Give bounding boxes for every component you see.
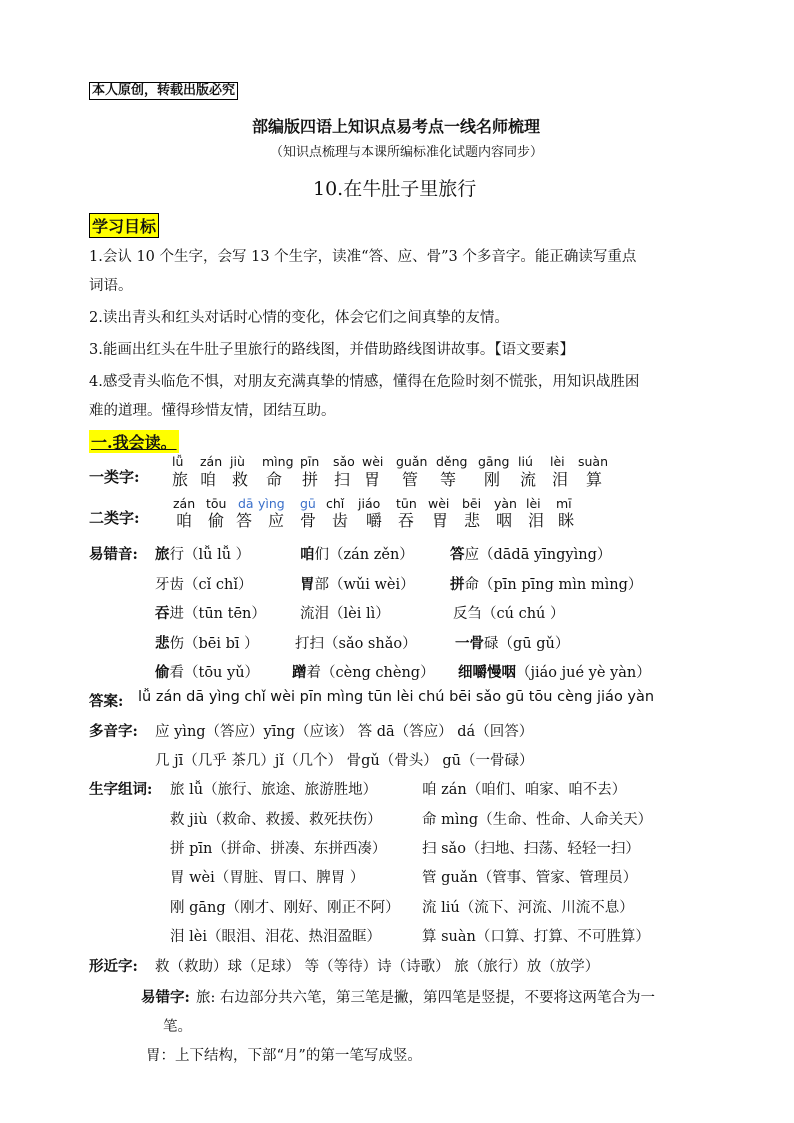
pinyin: mìng bbox=[262, 454, 294, 469]
word-group: 管 guǎn（管事、管家、管理员） bbox=[422, 870, 638, 886]
hanzi: 悲 bbox=[464, 511, 481, 530]
pinyin: pīn bbox=[300, 454, 320, 469]
easy-wrong-item bbox=[155, 602, 266, 623]
similar-label: 形近字: bbox=[89, 958, 138, 975]
pinyin: tōu bbox=[206, 496, 227, 511]
pinyin: děng bbox=[436, 454, 468, 469]
hanzi: 等 bbox=[440, 470, 457, 489]
reading: （lèi lì） bbox=[329, 606, 390, 622]
word-group: 咱 zán（咱们、咱家、咱不去） bbox=[422, 782, 627, 798]
hanzi: 管 bbox=[402, 470, 419, 489]
easy-wrong-item bbox=[300, 602, 390, 623]
easy-wrong-item bbox=[155, 573, 252, 594]
keyword: 吞 bbox=[155, 605, 170, 622]
reading: 进（tūn tēn） bbox=[169, 606, 266, 622]
hanzi: 救 bbox=[232, 470, 249, 489]
reading: （jiáo jué yè yàn） bbox=[516, 665, 651, 681]
hanzi: 眯 bbox=[558, 511, 575, 530]
easy-wrong-item bbox=[450, 573, 642, 594]
reading: 碌（gū gǔ） bbox=[484, 636, 570, 652]
hanzi: 答 bbox=[236, 511, 253, 530]
word-group: 拼 pīn（拼命、拼凑、东拼西凑） bbox=[170, 841, 387, 857]
goal-line: 词语。 bbox=[89, 278, 133, 294]
hanzi: 胃 bbox=[432, 511, 449, 530]
keyword: 胃 bbox=[300, 576, 315, 593]
easy-write-line: 旅: 右边部分共六笔，第三笔是撇，第四笔是竖提，不要将这两笔合为一 bbox=[196, 990, 655, 1006]
pinyin: yìng bbox=[258, 496, 285, 511]
hanzi: 嚼 bbox=[366, 511, 383, 530]
pinyin: zán bbox=[173, 496, 196, 511]
goal-line: 1.会认 10 个生字，会写 13 个生字，读准“答、应、骨”3 个多音字。能正确读写重点 bbox=[89, 249, 637, 265]
polyphone-label: 多音字: bbox=[89, 723, 138, 740]
word-group: 救 jiù（救命、救援、救死扶伤） bbox=[170, 812, 382, 828]
easy-wrong-item bbox=[458, 661, 651, 682]
hanzi: 咱 bbox=[200, 470, 217, 489]
pinyin: zán bbox=[200, 454, 223, 469]
hanzi: 吞 bbox=[398, 511, 415, 530]
hanzi: 算 bbox=[586, 470, 603, 489]
hanzi: 齿 bbox=[332, 511, 349, 530]
hanzi: 泪 bbox=[528, 511, 545, 530]
word-group: 旅 lǚ（旅行、旅途、旅游胜地） bbox=[170, 782, 378, 798]
hanzi: 扫 bbox=[334, 470, 351, 489]
easy-wrong-item bbox=[453, 602, 564, 623]
goal-line: 难的道理。懂得珍惜友情，团结互助。 bbox=[89, 403, 336, 419]
easy-wrong-item bbox=[155, 632, 259, 653]
hanzi: 咽 bbox=[496, 511, 513, 530]
reading: （cǐ chǐ） bbox=[184, 577, 253, 593]
reading: 们（zán zěn） bbox=[314, 547, 414, 563]
keyword: 旅 bbox=[155, 546, 170, 563]
pinyin: jiáo bbox=[358, 496, 381, 511]
class1-chars bbox=[0, 467, 794, 487]
reading: 命（pīn pīng mìn mìng） bbox=[464, 577, 643, 593]
keyword: 牙齿 bbox=[155, 577, 184, 593]
hanzi: 拼 bbox=[302, 470, 319, 489]
pinyin: sǎo bbox=[333, 454, 355, 469]
easy-write-line: 笔。 bbox=[163, 1019, 192, 1035]
keyword: 打扫 bbox=[295, 636, 324, 652]
goal-line: 2.读出青头和红头对话时心情的变化，体会它们之间真挚的友情。 bbox=[89, 310, 509, 326]
pinyin: dā bbox=[238, 496, 254, 511]
pinyin: lèi bbox=[550, 454, 565, 469]
pinyin: wèi bbox=[362, 454, 384, 469]
goals-heading: 学习目标 bbox=[89, 213, 159, 238]
pinyin: chǐ bbox=[326, 496, 345, 511]
answer-text: lǚ zán dā yìng chǐ wèi pīn mìng tūn lèi chú bēi sǎo gū tōu cèng jiáo yàn bbox=[138, 689, 655, 705]
hanzi: 命 bbox=[266, 470, 283, 489]
easy-write-line: 胃：上下结构，下部“月”的第一笔写成竖。 bbox=[146, 1048, 422, 1064]
keyword: 咱 bbox=[300, 546, 315, 563]
word-group: 胃 wèi（胃脏、胃口、脾胃 ） bbox=[170, 870, 365, 886]
copyright-notice: 本人原创，转载出版必究 bbox=[89, 82, 238, 100]
hanzi: 旅 bbox=[172, 470, 189, 489]
pinyin: lèi bbox=[526, 496, 541, 511]
reading: 着（cèng chèng） bbox=[306, 665, 435, 681]
class1-label: 一类字: bbox=[89, 468, 140, 486]
pinyin: gū bbox=[300, 496, 316, 511]
keyword: 答 bbox=[450, 546, 465, 563]
keyword: 蹭 bbox=[292, 664, 307, 681]
easy-wrong-item bbox=[300, 573, 415, 594]
easy-wrong-item bbox=[450, 543, 611, 564]
pinyin: bēi bbox=[462, 496, 482, 511]
pinyin: jiù bbox=[230, 454, 245, 469]
hanzi: 刚 bbox=[484, 470, 501, 489]
easy-wrong-label: 易错音: bbox=[89, 546, 138, 563]
word-group: 命 mìng（生命、性命、人命关天） bbox=[422, 812, 653, 828]
page-subtitle: （知识点梳理与本课所编标准化试题内容同步） bbox=[270, 145, 544, 160]
reading: 伤（bēi bī ） bbox=[169, 636, 259, 652]
polyphone-row: 几 jī（几乎 茶几）jǐ（几个） 骨gǔ（骨头） gū（一骨碌） bbox=[155, 753, 534, 769]
hanzi: 骨 bbox=[300, 511, 317, 530]
easy-wrong-item bbox=[292, 661, 435, 682]
pinyin: mī bbox=[556, 496, 572, 511]
hanzi: 泪 bbox=[552, 470, 569, 489]
easy-wrong-item bbox=[155, 661, 259, 682]
easy-wrong-item bbox=[155, 543, 250, 564]
reading: 行（lǚ lǚ ） bbox=[169, 547, 251, 563]
class2-chars bbox=[0, 508, 794, 528]
easy-wrong-item bbox=[300, 543, 414, 564]
pinyin: wèi bbox=[428, 496, 450, 511]
class2-label: 二类字: bbox=[89, 509, 140, 527]
keyword: 一骨 bbox=[455, 635, 484, 652]
hanzi: 胃 bbox=[364, 470, 381, 489]
goal-line: 4.感受青头临危不惧，对朋友充满真挚的情感，懂得在危险时刻不慌张，用知识战胜困 bbox=[89, 374, 640, 390]
easy-wrong-item bbox=[295, 632, 417, 653]
reading: （cú chú ） bbox=[482, 606, 565, 622]
hanzi: 咱 bbox=[176, 511, 193, 530]
keyword: 偷 bbox=[155, 664, 170, 681]
word-group: 扫 sǎo（扫地、扫荡、轻轻一扫） bbox=[422, 841, 640, 857]
hanzi: 应 bbox=[268, 511, 285, 530]
words-label: 生字组词: bbox=[89, 781, 153, 798]
hanzi: 流 bbox=[520, 470, 537, 489]
hanzi: 偷 bbox=[208, 511, 225, 530]
goal-line: 3.能画出红头在牛肚子里旅行的路线图，并借助路线图讲故事。【语文要素】 bbox=[89, 342, 575, 358]
reading: 部（wǔi wèi） bbox=[314, 577, 415, 593]
keyword: 细嚼慢咽 bbox=[458, 664, 516, 681]
pinyin: tūn bbox=[396, 496, 417, 511]
keyword: 流泪 bbox=[300, 606, 329, 622]
pinyin: guǎn bbox=[396, 454, 428, 469]
reading: （sǎo shǎo） bbox=[324, 636, 417, 652]
word-group: 泪 lèi（眼泪、泪花、热泪盈眶） bbox=[170, 929, 381, 945]
similar-text: 救（救助）球（足球） 等（等待）诗（诗歌） 旅（旅行）放（放学） bbox=[155, 959, 600, 975]
read-heading: 一.我会读。 bbox=[89, 430, 179, 453]
polyphone-row: 应 yìng（答应）yīng（应该） 答 dā（答应） dá（回答） bbox=[155, 724, 534, 740]
page-title: 部编版四语上知识点易考点一线名师梳理 bbox=[252, 117, 541, 136]
keyword: 反刍 bbox=[453, 606, 482, 622]
word-group: 流 liú（流下、河流、川流不息） bbox=[422, 900, 634, 916]
answer-label: 答案: bbox=[89, 693, 124, 710]
pinyin: suàn bbox=[578, 454, 609, 469]
word-group: 刚 gāng（刚才、刚好、刚正不阿） bbox=[170, 900, 400, 916]
keyword: 悲 bbox=[155, 635, 170, 652]
pinyin: yàn bbox=[494, 496, 517, 511]
easy-wrong-item bbox=[455, 632, 569, 653]
pinyin: liú bbox=[518, 454, 533, 469]
reading: 应（dādā yīngyìng） bbox=[464, 547, 612, 563]
lesson-title: 10.在牛肚子里旅行 bbox=[313, 178, 477, 200]
pinyin: gāng bbox=[478, 454, 510, 469]
keyword: 拼 bbox=[450, 576, 465, 593]
easy-write-label: 易错字: bbox=[141, 989, 190, 1006]
word-group: 算 suàn（口算、打算、不可胜算） bbox=[422, 929, 650, 945]
pinyin: lǚ bbox=[172, 454, 184, 469]
reading: 看（tōu yǔ） bbox=[169, 665, 260, 681]
